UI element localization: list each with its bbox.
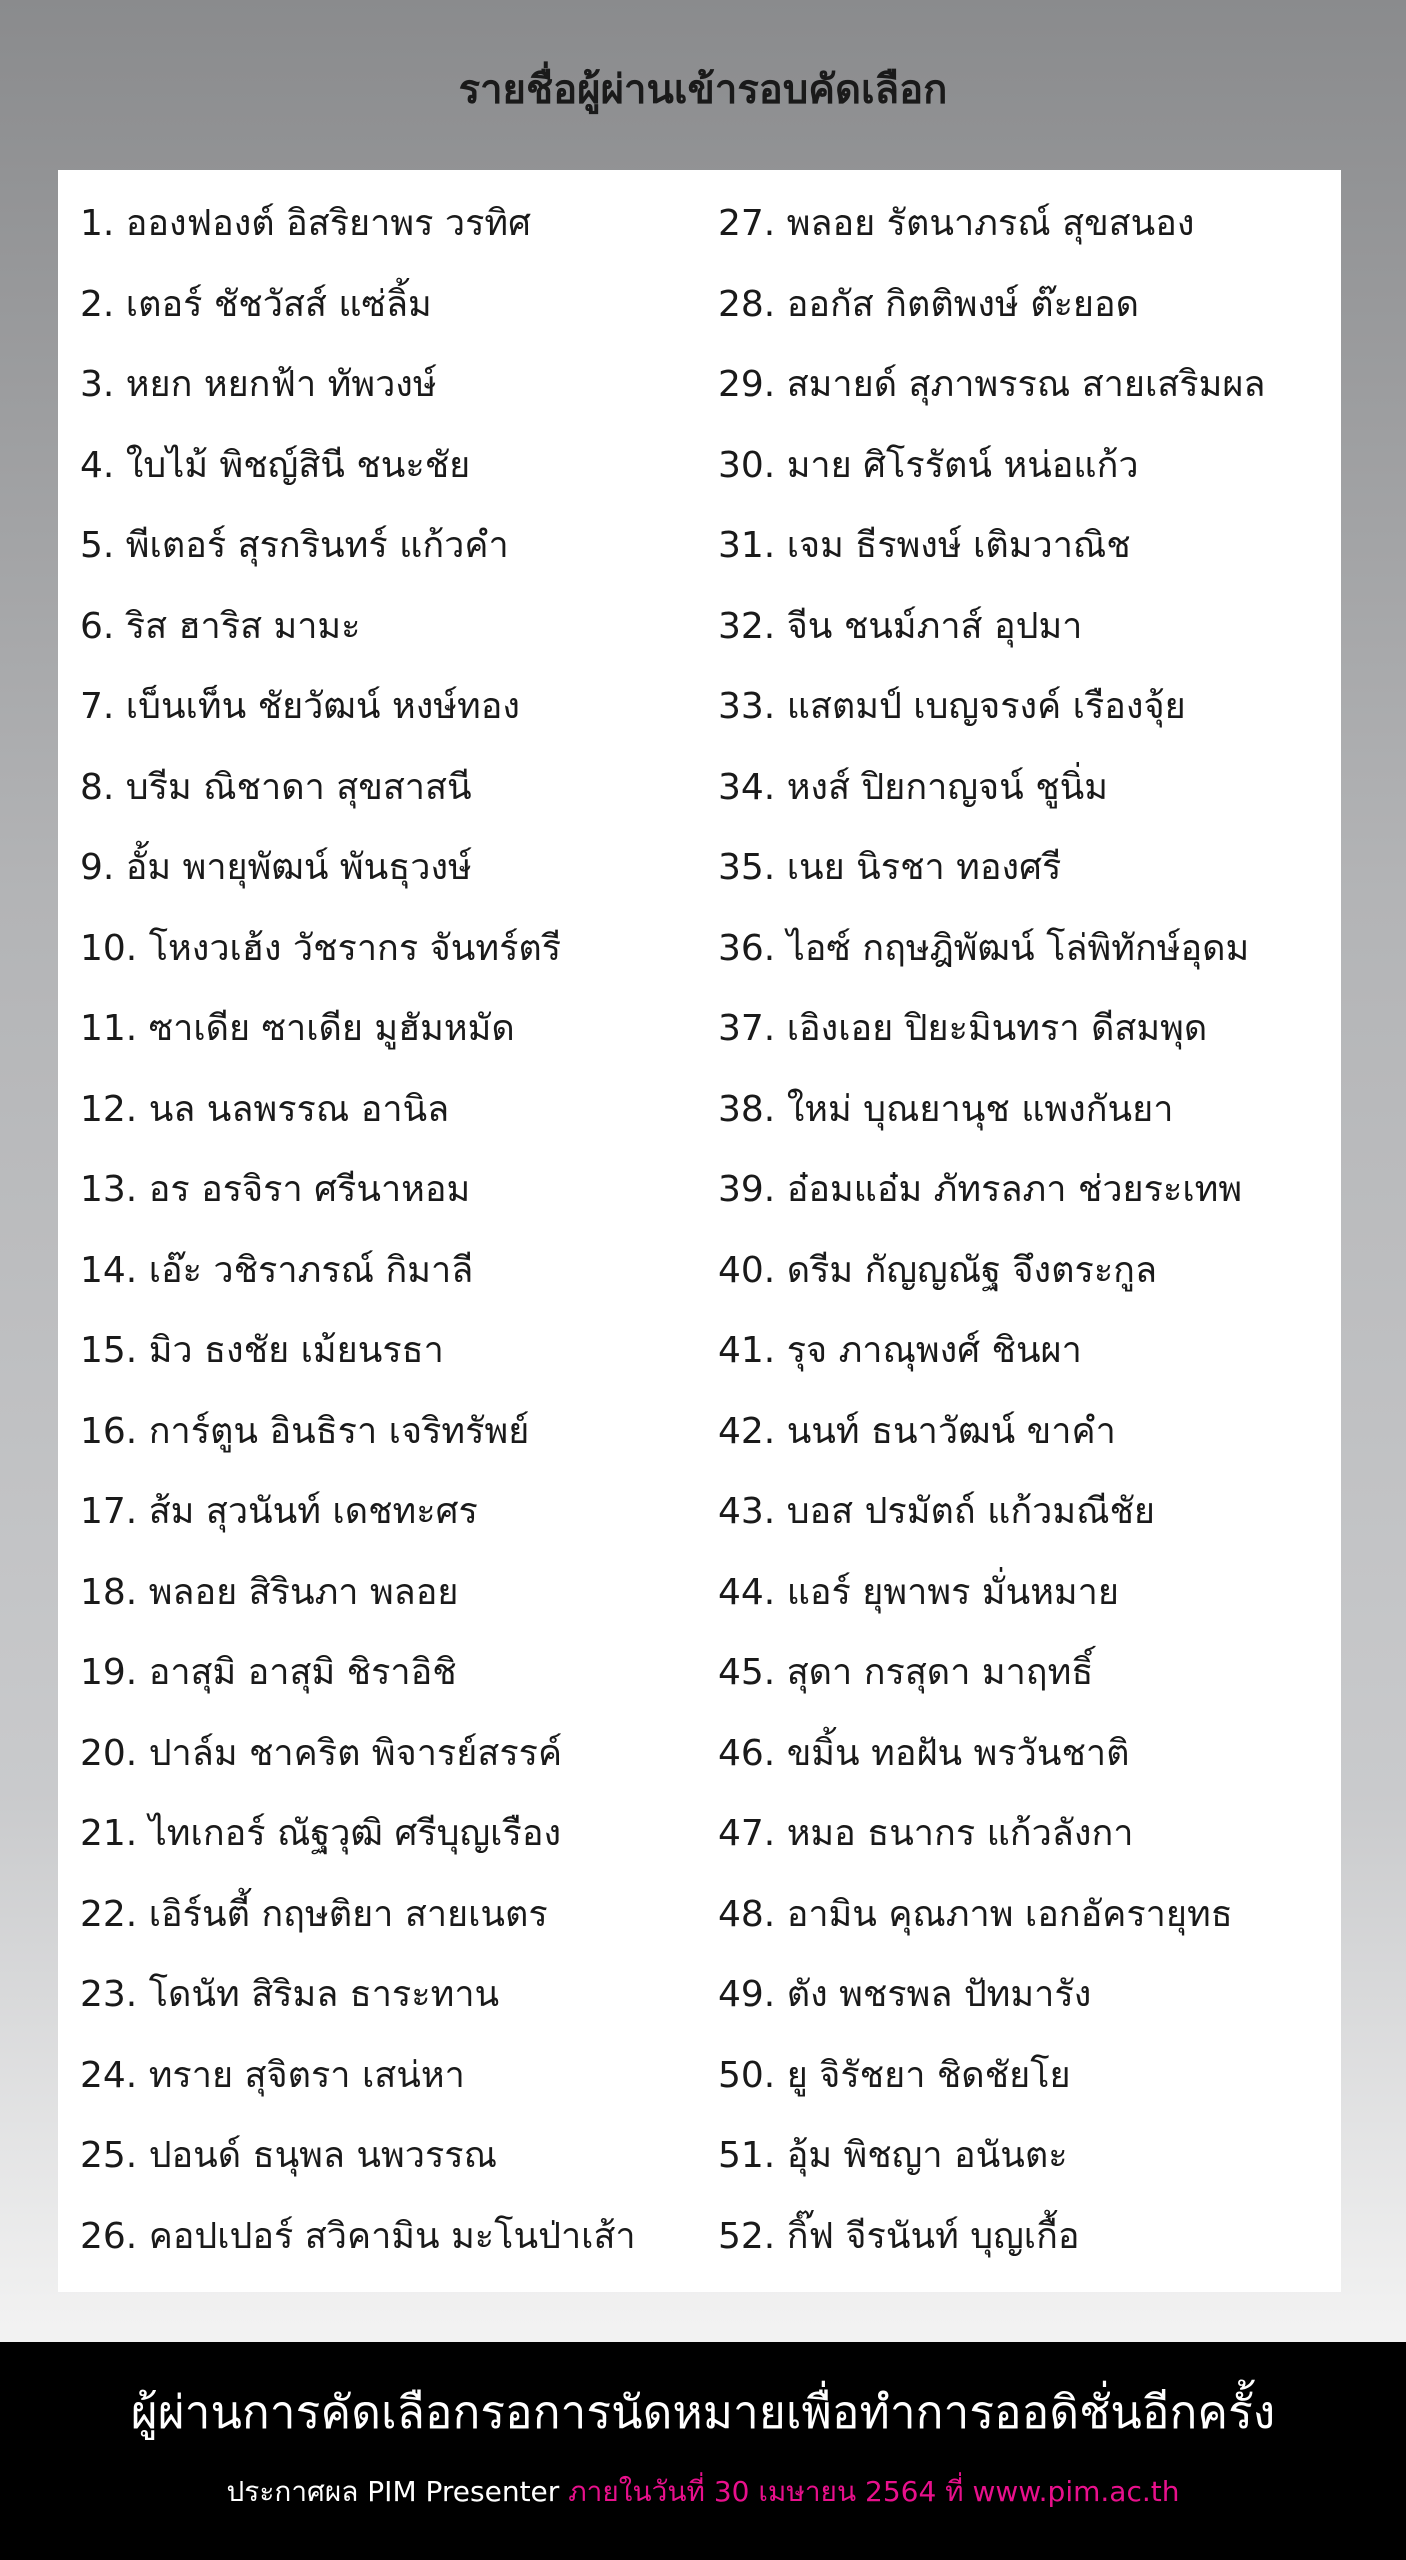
name-list-item: 38. ใหม่ บุณยานุช แพงกันยา [718,1088,1174,1130]
name-list-item: 21. ไทเกอร์ ณัฐวุฒิ ศรีบุญเรือง [80,1813,562,1854]
name-list-item: 39. อ๋อมแอ๋ม ภัทรลภา ช่วยระเทพ [718,1169,1243,1210]
name-list-item: 20. ปาล์ม ชาคริต พิจารย์สรรค์ [80,1732,563,1774]
name-list-item: 48. อามิน คุณภาพ เอกอัครายุทธ [718,1893,1233,1935]
name-list-item: 14. เอ๊ะ วชิราภรณ์ กิมาลี [80,1249,474,1291]
name-list-item: 26. คอปเปอร์ สวิคามิน มะโนป่าเส้า [80,2215,636,2257]
name-list-item: 4. ใบไม้ พิชญ์สินี ชนะชัย [80,444,471,486]
name-list-item: 19. อาสุมิ อาสุมิ ชิราอิชิ [80,1652,457,1693]
name-list-item: 7. เบ็นเท็น ชัยวัฒน์ หงษ์ทอง [80,686,520,727]
name-list-item: 24. ทราย สุจิตรา เสน่หา [80,2054,465,2096]
name-list-item: 25. ปอนด์ ธนุพล นพวรรณ [80,2135,498,2176]
name-list-item: 28. ออกัส กิตติพงษ์ ต๊ะยอด [718,283,1139,325]
name-list-item: 15. มิว ธงชัย เม้ยนรธา [80,1330,444,1371]
name-list-item: 34. หงส์ ปิยกาญจน์ ชูนิ่ม [718,766,1108,808]
name-list-card [58,170,1341,2292]
name-list-item: 2. เตอร์ ชัชวัสส์ แซ่ลิ้ม [80,283,432,325]
name-list-item: 49. ตัง พชรพล ปัทมารัง [718,1974,1092,2015]
name-list-item: 50. ยู จิรัชยา ชิดชัยโย [718,2054,1071,2096]
name-list-item: 16. การ์ตูน อินธิรา เจริทรัพย์ [80,1410,530,1452]
name-list-item: 22. เอิร์นตี้ กฤษติยา สายเนตร [80,1893,548,1935]
name-list-item: 37. เอิงเอย ปิยะมินทรา ดีสมพุด [718,1008,1208,1049]
name-list-item: 30. มาย ศิโรรัตน์ หน่อแก้ว [718,444,1139,486]
name-list-item: 29. สมายด์ สุภาพรรณ สายเสริมผล [718,364,1266,405]
name-list-item: 1. อองฟองต์ อิสริยาพร วรทิศ [80,203,532,244]
name-list-item: 31. เจม ธีรพงษ์ เติมวาณิช [718,525,1131,566]
name-list-item: 42. นนท์ ธนาวัฒน์ ขาคำ [718,1410,1116,1452]
name-list-item: 11. ซาเดีย ซาเดีย มูฮัมหมัด [80,1008,515,1049]
name-list-item: 23. โดนัท สิริมล ธาระทาน [80,1974,500,2015]
name-list-left-column [80,184,700,2277]
announcement-label: ประกาศผล PIM Presenter [226,2475,569,2508]
announcement-date-url: ภายในวันที่ 30 เมษายน 2564 ที่ www.pim.ac.th [568,2475,1180,2508]
name-list-item: 44. แอร์ ยุพาพร มั่นหมาย [718,1571,1119,1613]
name-list-item: 3. หยก หยกฟ้า ทัพวงษ์ [80,364,437,405]
name-list-item: 5. พีเตอร์ สุรกรินทร์ แก้วคำ [80,525,509,566]
page-title: รายชื่อผู้ผ่านเข้ารอบคัดเลือก [458,67,948,113]
footer-headline: ผู้ผ่านการคัดเลือกรอการนัดหมายเพื่อทำการออดิชั่นอีกครั้ง [130,2385,1276,2439]
name-list-item: 32. จีน ชนม์ภาส์ อุปมา [718,605,1083,647]
name-list-item: 13. อร อรจิรา ศรีนาหอม [80,1169,471,1210]
name-list-item: 43. บอส ปรมัตถ์ แก้วมณีชัย [718,1491,1155,1532]
name-list-item: 9. อั้ม พายุพัฒน์ พันธุวงษ์ [80,847,472,888]
name-list-right-column [718,184,1333,2277]
name-list-item: 27. พลอย รัตนาภรณ์ สุขสนอง [718,203,1195,244]
name-list-item: 6. ริส ฮาริส มามะ [80,605,361,647]
name-list-item: 47. หมอ ธนากร แก้วลังกา [718,1813,1134,1854]
name-list-item: 45. สุดา กรสุดา มาฤทธิ์ [718,1652,1094,1693]
name-list-item: 52. กิ๊ฟ จีรนันท์ บุญเกื้อ [718,2215,1080,2257]
name-list-item: 51. อุ้ม พิชญา อนันตะ [718,2135,1068,2176]
name-list-item: 33. แสตมป์ เบญจรงค์ เรืองจุ้ย [718,686,1186,727]
footer-banner [0,2342,1406,2560]
name-list-item: 18. พลอย สิรินภา พลอย [80,1571,459,1613]
name-list-item: 46. ขมิ้น ทอฝัน พรวันชาติ [718,1732,1130,1774]
name-list-item: 17. ส้ม สุวนันท์ เดชทะศร [80,1491,478,1532]
name-list-item: 10. โหงวเฮ้ง วัชรากร จันทร์ตรี [80,927,562,969]
footer-announcement [0,2472,1406,2512]
name-list-item: 35. เนย นิรชา ทองศรี [718,847,1062,888]
name-list-item: 40. ดรีม กัญญณัฐ จึงตระกูล [718,1249,1158,1291]
name-list-item: 41. รุจ ภาณุพงศ์ ชินผา [718,1330,1082,1371]
name-list-item: 12. นล นลพรรณ อานิล [80,1088,450,1130]
name-list-item: 36. ไอซ์ กฤษฎิพัฒน์ โล่พิทักษ์อุดม [718,927,1250,969]
name-list-item: 8. บรีม ณิชาดา สุขสาสนี [80,766,472,808]
